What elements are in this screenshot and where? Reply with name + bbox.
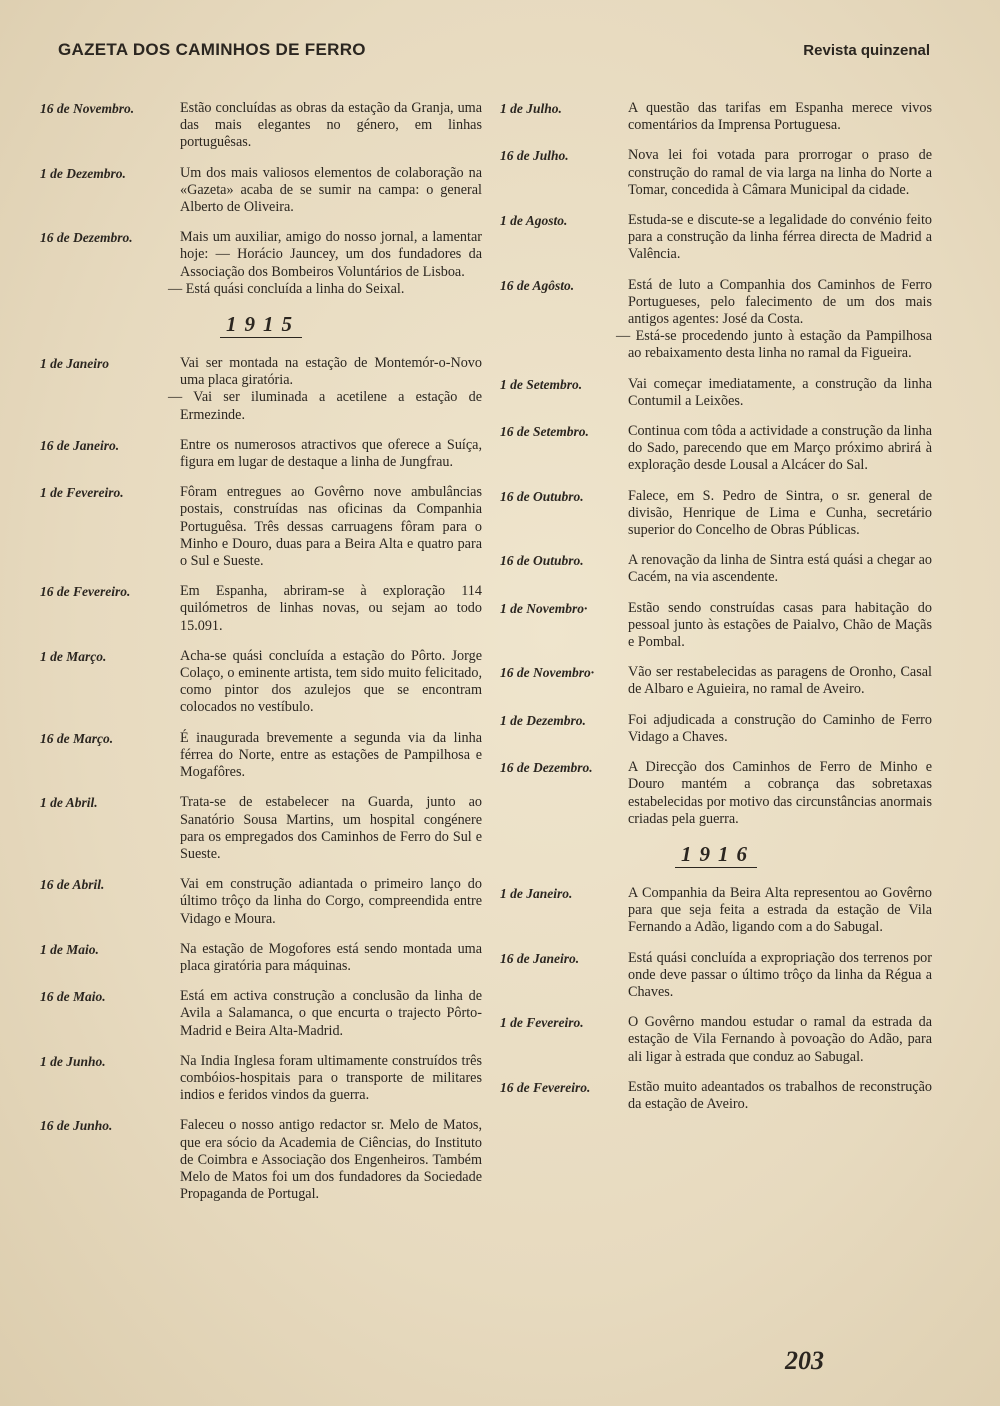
entry-date: 1 de Dezembro. bbox=[500, 712, 586, 728]
entry-text: Está de luto a Companhia dos Caminhos de Ferro Portugueses, pelo falecimento de um dos mais antigos agentes: José da Costa. bbox=[628, 276, 932, 328]
entry-text: Mais um auxiliar, amigo do nosso jornal, a lamentar hoje: — Horácio Jauncey, um dos fundadores da Associação dos Bombeiros Voluntários de Lisboa. bbox=[180, 229, 482, 280]
entry-date: 16 de Julho. bbox=[500, 148, 569, 164]
entry-body bbox=[628, 100, 932, 134]
chronicle-entry bbox=[500, 488, 932, 540]
chronicle-entry bbox=[500, 1079, 932, 1113]
entry-text: — Vai ser iluminada a acetilene a estação de Ermezinde. bbox=[168, 389, 482, 423]
entry-text: É inaugurada brevemente a segunda via da linha férrea do Norte, entre as estações de Pampilhosa e Mogafôres. bbox=[180, 729, 482, 781]
entry-text: Entre os numerosos atractivos que oferece a Suíça, figura em lugar de destaque a linha de Jungfrau. bbox=[180, 436, 482, 471]
entry-text: Acha-se quási concluída a estação do Pôrto. Jorge Colaço, o eminente artista, tem sido muito felicitado, como pintor dos azulejos que se encontram colocados no vestíbulo. bbox=[180, 647, 482, 716]
entry-body bbox=[180, 648, 482, 717]
entry-date: 16 de Novembro. bbox=[40, 101, 135, 116]
entry-text: Está em activa construção a conclusão da linha de Avila a Salamanca, o que encurta o trajecto Pôrto-Madrid e Beira Alta-Madrid. bbox=[180, 988, 482, 1039]
chronicle-entry bbox=[40, 1053, 482, 1105]
entry-date: 16 de Junho. bbox=[40, 1118, 113, 1134]
entry-body bbox=[628, 376, 932, 410]
entry-text: Fôram entregues ao Govêrno nove ambulâncias postais, construídas nas oficinas da Companhia Portuguêsa. Três dessas carruagens fôram para o Minho e Douro, duas para a Beira Alta e quatro para o Sul e Sueste. bbox=[180, 484, 482, 570]
entry-body bbox=[180, 794, 482, 863]
entry-body bbox=[628, 1079, 932, 1113]
entry-body bbox=[168, 355, 482, 424]
entry-body bbox=[168, 229, 482, 298]
chronicle-entry bbox=[40, 648, 482, 717]
entry-text: Um dos mais valiosos elementos de colaboração na «Gazeta» acaba de se sumir na campa: o general Alberto de Oliveira. bbox=[180, 164, 482, 216]
entry-text: Na estação de Mogofores está sendo montada uma placa giratória para máquinas. bbox=[180, 940, 482, 974]
chronicle-entry bbox=[40, 794, 482, 863]
entry-text: A Direcção dos Caminhos de Ferro de Minho e Douro mantém a cobrança das sobretaxas estabelecidas por motivo das circunstâncias anormais criadas pela guerra. bbox=[628, 759, 932, 827]
entry-body bbox=[180, 165, 482, 217]
entry-date: 1 de Abril. bbox=[40, 795, 98, 811]
chronicle-entry bbox=[500, 664, 932, 698]
entry-text: Na India Inglesa foram ultimamente construídos três combóios-hospitais para o transporte de militares indios e feridos vindos da guerra. bbox=[180, 1052, 482, 1104]
page-number: 203 bbox=[785, 1346, 824, 1375]
chronicle-entry bbox=[40, 100, 482, 152]
entry-date: 16 de Março. bbox=[40, 730, 114, 746]
chronicle-entry bbox=[500, 950, 932, 1002]
chronicle-entry bbox=[500, 885, 932, 937]
chronicle-entry bbox=[40, 583, 482, 635]
year-heading bbox=[500, 842, 932, 867]
entry-text: A questão das tarifas em Espanha merece vivos comentários da Imprensa Portuguesa. bbox=[628, 100, 932, 134]
entry-date: 16 de Dezembro. bbox=[500, 760, 593, 776]
entry-text: A renovação da linha de Sintra está quási a chegar ao Cacém, na via ascendente. bbox=[628, 552, 932, 586]
entry-date: 1 de Agosto. bbox=[500, 213, 568, 229]
entry-body bbox=[628, 600, 932, 652]
chronicle-entry bbox=[500, 759, 932, 828]
entry-date: 16 de Setembro. bbox=[500, 424, 589, 440]
entry-text: Em Espanha, abriram-se à exploração 114 quilómetros de linhas novas, ou sejam ao todo 15.091. bbox=[180, 583, 482, 634]
chronicle-entry bbox=[500, 277, 932, 363]
chronicle-entry bbox=[500, 100, 932, 134]
right-column bbox=[500, 100, 932, 1126]
entry-date: 16 de Outubro. bbox=[500, 553, 584, 569]
entry-date: 1 de Janeiro. bbox=[500, 885, 573, 901]
entry-text: A Companhia da Beira Alta representou ao Govêrno para que seja feita a estrada da estação de Vila Fernando a Adão, ligando com a do Sabugal. bbox=[628, 884, 932, 936]
year-heading-text: 1916 bbox=[675, 842, 757, 868]
entry-date: 1 de Maio. bbox=[40, 941, 99, 957]
entry-text: Está quási concluída a expropriação dos terrenos por onde deve passar o último trôço da linha da Régua a Chaves. bbox=[628, 949, 932, 1000]
entry-body bbox=[628, 664, 932, 698]
entry-date: 16 de Novembro· bbox=[500, 665, 595, 681]
entry-body bbox=[628, 488, 932, 540]
entry-body bbox=[628, 423, 932, 475]
chronicle-entry bbox=[40, 941, 482, 975]
chronicle-entry bbox=[500, 147, 932, 199]
entry-body bbox=[180, 1117, 482, 1203]
chronicle-entry bbox=[40, 484, 482, 570]
entry-text: Estão sendo construídas casas para habitação do pessoal junto às estações de Paialvo, Chão de Maçãs e Pombal. bbox=[628, 599, 932, 651]
entry-date: 16 de Fevereiro. bbox=[40, 584, 131, 600]
entry-body bbox=[180, 1053, 482, 1105]
entry-body bbox=[180, 484, 482, 570]
year-heading-text: 1915 bbox=[220, 312, 302, 338]
entry-date: 16 de Outubro. bbox=[500, 488, 584, 504]
entry-body bbox=[616, 276, 932, 363]
entry-text: Vai ser montada na estação de Montemór-o-Novo uma placa giratória. bbox=[180, 355, 482, 389]
entry-text: Falece, em S. Pedro de Sintra, o sr. general de divisão, Henrique de Lima e Cunha, secretário superior do Concelho de Obras Públicas. bbox=[628, 487, 932, 539]
chronicle-entry bbox=[500, 1014, 932, 1066]
entry-date: 16 de Janeiro. bbox=[500, 950, 580, 966]
entry-body bbox=[180, 730, 482, 782]
entry-date: 16 de Dezembro. bbox=[40, 230, 133, 246]
chronicle-entry bbox=[40, 229, 482, 298]
entry-text: Nova lei foi votada para prorrogar o praso de construção do ramal de via larga na linha do Norte a Tomar, concedida à Câmara Municipal da cidade. bbox=[628, 147, 932, 198]
entry-text: Estão concluídas as obras da estação da Granja, uma das mais elegantes no género, em linhas portuguêsas. bbox=[180, 100, 482, 151]
chronicle-entry bbox=[500, 600, 932, 652]
chronicle-entry bbox=[40, 165, 482, 217]
chronicle-entry bbox=[40, 1117, 482, 1203]
entry-text: Estão muito adeantados os trabalhos de reconstrução da estação de Aveiro. bbox=[628, 1078, 932, 1112]
entry-date: 1 de Setembro. bbox=[500, 376, 583, 392]
entry-text: Faleceu o nosso antigo redactor sr. Melo de Matos, que era sócio da Academia de Ciências, do Instituto de Coimbra e Associação dos Engenheiros. Também Melo de Matos foi um dos fundadores da Sociedade Propaganda de Portugal. bbox=[180, 1117, 482, 1203]
entry-body bbox=[180, 988, 482, 1040]
entry-text: — Está-se procedendo junto à estação da Pampilhosa ao rebaixamento desta linha no ramal da Figueira. bbox=[616, 328, 932, 362]
entry-date: 16 de Abril. bbox=[40, 877, 105, 893]
entry-body bbox=[628, 552, 932, 586]
entry-text: O Govêrno mandou estudar o ramal da estrada da estação de Vila Fernando à povoação do Adão, para ali ligar à estrada que conduz ao Sabugal. bbox=[628, 1014, 932, 1065]
entry-body bbox=[628, 950, 932, 1002]
journal-title: GAZETA DOS CAMINHOS DE FERRO bbox=[58, 40, 366, 59]
entry-body bbox=[180, 100, 482, 152]
entry-body bbox=[180, 941, 482, 975]
chronicle-entry bbox=[500, 212, 932, 264]
entry-body bbox=[628, 212, 932, 264]
entry-body bbox=[628, 147, 932, 199]
left-column bbox=[40, 100, 482, 1216]
entry-body bbox=[180, 583, 482, 635]
chronicle-entry bbox=[40, 876, 482, 928]
entry-date: 16 de Agôsto. bbox=[500, 277, 575, 293]
entry-body bbox=[180, 876, 482, 928]
entry-text: Vão ser restabelecidas as paragens de Oronho, Casal de Albaro e Aguieira, no ramal de Aveiro. bbox=[628, 664, 932, 698]
entry-date: 1 de Janeiro bbox=[40, 356, 109, 372]
entry-date: 16 de Janeiro. bbox=[40, 437, 120, 453]
entry-date: 1 de Junho. bbox=[40, 1053, 106, 1069]
year-heading bbox=[40, 312, 482, 337]
chronicle-entry bbox=[500, 712, 932, 746]
entry-body bbox=[180, 437, 482, 471]
entry-body bbox=[628, 885, 932, 937]
entry-date: 16 de Maio. bbox=[40, 989, 106, 1005]
chronicle-entry bbox=[40, 730, 482, 782]
entry-date: 1 de Julho. bbox=[500, 101, 562, 116]
entry-body bbox=[628, 759, 932, 828]
entry-body bbox=[628, 712, 932, 746]
journal-subtitle: Revista quinzenal bbox=[803, 42, 930, 59]
entry-date: 1 de Fevereiro. bbox=[40, 485, 124, 501]
entry-date: 1 de Dezembro. bbox=[40, 165, 126, 181]
chronicle-entry bbox=[500, 423, 932, 475]
entry-date: 1 de Março. bbox=[40, 648, 107, 664]
entry-date: 1 de Novembro· bbox=[500, 600, 588, 616]
entry-text: Continua com tôda a actividade a construção da linha do Sado, parecendo que em Março próximo abrirá à exploração desde Lousal a Alcácer do Sal. bbox=[628, 423, 932, 474]
entry-date: 16 de Fevereiro. bbox=[500, 1079, 591, 1095]
chronicle-entry bbox=[40, 437, 482, 471]
entry-body bbox=[628, 1014, 932, 1066]
chronicle-entry bbox=[500, 376, 932, 410]
entry-text: Trata-se de estabelecer na Guarda, junto ao Sanatório Sousa Martins, um hospital congénere para os empregados dos Caminhos de Ferro do Sul e Sueste. bbox=[180, 794, 482, 862]
entry-text: — Está quási concluída a linha do Seixal. bbox=[168, 280, 405, 297]
entry-text: Vai em construção adiantada o primeiro lanço do último trôço da linha do Corgo, compreendida entre Vidago e Moura. bbox=[180, 876, 482, 927]
chronicle-entry bbox=[500, 552, 932, 586]
entry-text: Foi adjudicada a construção do Caminho de Ferro Vidago a Chaves. bbox=[628, 711, 932, 745]
entry-text: Estuda-se e discute-se a legalidade do convénio feito para a construção da linha férrea directa de Madrid a Valência. bbox=[628, 212, 932, 263]
entry-text: Vai começar imediatamente, a construção da linha Contumil a Leixões. bbox=[628, 375, 932, 409]
chronicle-entry bbox=[40, 355, 482, 424]
entry-date: 1 de Fevereiro. bbox=[500, 1015, 584, 1031]
chronicle-entry bbox=[40, 988, 482, 1040]
